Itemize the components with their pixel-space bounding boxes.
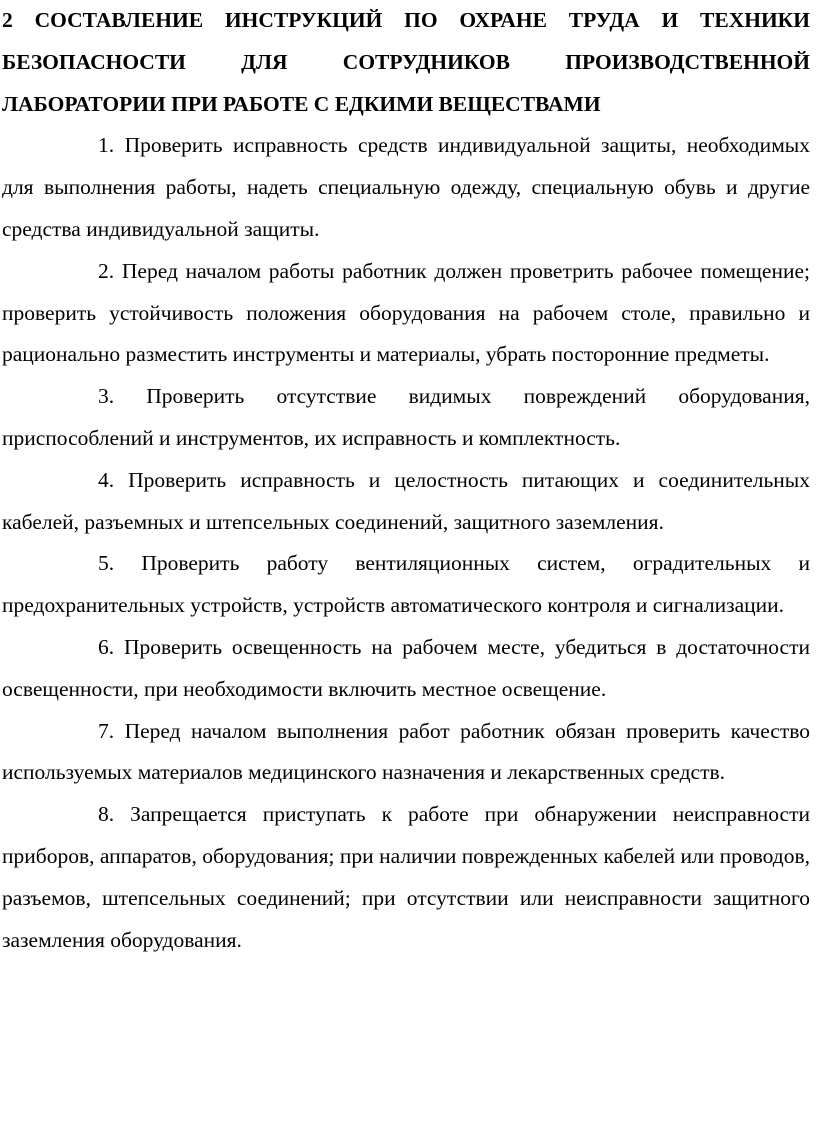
item-number: 5. bbox=[98, 551, 115, 576]
list-item bbox=[2, 460, 810, 544]
item-text: Проверить освещенность на рабочем месте, убедиться в достаточности освещенности, при необходимости включить местное освещение. bbox=[2, 634, 810, 701]
item-number: 1. bbox=[98, 133, 115, 158]
item-text: Перед началом выполнения работ работник обязан проверить качество используемых материалов медицинского назначения и лекарственных средств. bbox=[2, 718, 811, 785]
list-item bbox=[2, 376, 810, 460]
item-text: Перед началом работы работник должен проветрить рабочее помещение; проверить устойчивость положения оборудования на рабочем столе, правильно и рационально разместить инструменты и материалы, убрать посторонние предметы. bbox=[2, 258, 811, 367]
item-number: 6. bbox=[98, 634, 115, 659]
item-number: 4. bbox=[98, 467, 115, 492]
item-text: Проверить исправность и целостность питающих и соединительных кабелей, разъемных и штепсельных соединений, защитного заземления. bbox=[2, 467, 810, 534]
item-number: 3. bbox=[98, 384, 115, 409]
item-number: 7. bbox=[98, 718, 115, 743]
item-text: Проверить отсутствие видимых повреждений оборудования, приспособлений и инструментов, их исправность и комплектность. bbox=[2, 384, 810, 450]
item-text: Запрещается приступать к работе при обнаружении неисправности приборов, аппаратов, оборудования; при наличии поврежденных кабелей или проводов, разъемов, штепсельных соединений; при отсутствии или неисправности защитного заземления оборудования. bbox=[2, 802, 811, 952]
section-heading: 2 СОСТАВЛЕНИЕ ИНСТРУКЦИЙ ПО ОХРАНЕ ТРУДА И ТЕХНИКИ БЕЗОПАСНОСТИ ДЛЯ СОТРУДНИКОВ ПРОИЗВОДСТВЕННОЙ ЛАБОРАТОРИИ ПРИ РАБОТЕ С ЕДКИМИ ВЕЩЕСТВАМИ bbox=[2, 8, 810, 116]
list-item bbox=[2, 627, 810, 711]
list-item bbox=[2, 251, 810, 376]
item-text: Проверить работу вентиляционных систем, оградительных и предохранительных устройств, устройств автоматического контроля и сигнализации. bbox=[2, 551, 811, 618]
list-item bbox=[2, 794, 810, 961]
list-item bbox=[2, 125, 810, 250]
item-text: Проверить исправность средств индивидуальной защиты, необходимых для выполнения работы, надеть специальную одежду, специальную обувь и другие средства индивидуальной защиты. bbox=[2, 133, 810, 241]
list-item bbox=[2, 543, 810, 627]
item-number: 8. bbox=[98, 802, 115, 827]
item-number: 2. bbox=[98, 258, 115, 283]
list-item bbox=[2, 711, 810, 795]
